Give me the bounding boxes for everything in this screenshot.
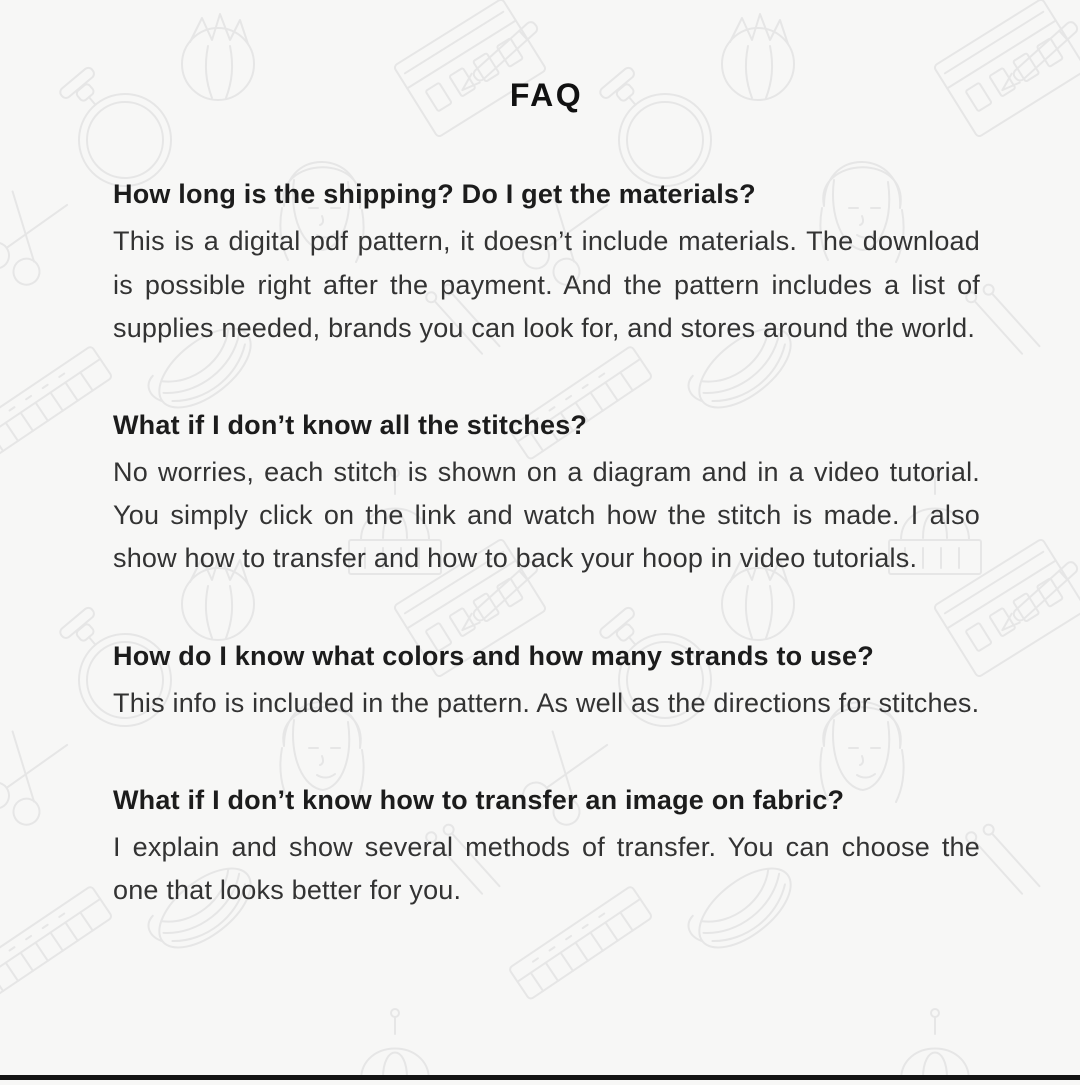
faq-question: How do I know what colors and how many strands to use?: [113, 640, 874, 671]
faq-answer: This info is included in the pattern. As well as the directions for stitches.: [113, 687, 980, 718]
faq-question: How long is the shipping? Do I get the materials?: [113, 179, 756, 210]
faq-section: [113, 406, 980, 581]
faq-section: [113, 637, 980, 725]
faq-answer: I explain and show several methods of transfer. You can choose the one that looks better for you.: [113, 832, 980, 906]
page-title: FAQ: [509, 77, 584, 113]
faq-question: What if I don’t know all the stitches?: [113, 409, 588, 440]
faq-answer: No worries, each stitch is shown on a diagram and in a video tutorial. You simply click on the link and watch how the stitch is made. I also show how to transfer and how to back your hoop in video tutorials.: [113, 457, 980, 574]
faq-section: [113, 781, 980, 913]
faq-answer: This is a digital pdf pattern, it doesn’t include materials. The download is possible right after the payment. And the pattern includes a list of supplies needed, brands you can look for, and stores around the world.: [113, 226, 980, 343]
faq-section: [113, 175, 980, 350]
faq-question: What if I don’t know how to transfer an image on fabric?: [113, 784, 845, 815]
bottom-bar: [0, 1075, 1080, 1080]
